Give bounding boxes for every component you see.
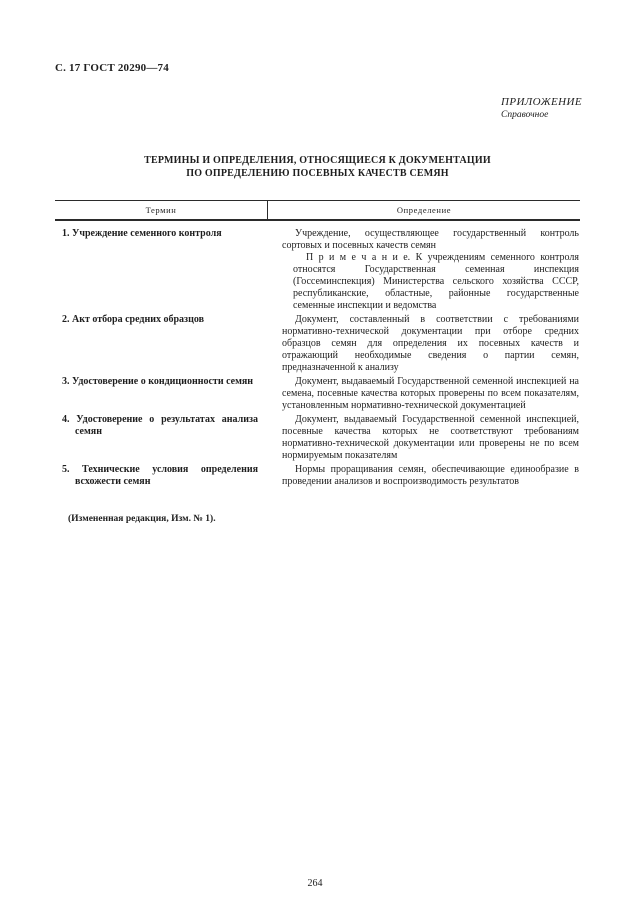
section-title <box>55 154 580 180</box>
appendix-type: Справочное <box>501 110 549 120</box>
definition-cell <box>268 414 580 462</box>
table-header-row <box>55 201 580 219</box>
term-cell: 4. Удостоверение о результатах анализа семян <box>62 414 258 437</box>
table-row <box>55 414 580 462</box>
term-cell: 2. Акт отбора средних образцов <box>62 314 204 325</box>
table-row <box>55 464 580 488</box>
column-header-term: Термин <box>55 201 268 219</box>
term-cell: 5. Технические условия определения всхожести семян <box>62 464 258 487</box>
note-text: П р и м е ч а н и е. К учреждениям семенного контроля относятся Государственная семенная инспекция (Госсеминспекция) Министерства сельского хозяйства СССР, республиканские, областные, районные государственные семенные инспекции и ведомства <box>293 252 579 311</box>
term-cell: 1. Учреждение семенного контроля <box>62 228 222 239</box>
table-row <box>55 376 580 412</box>
definition-cell <box>268 376 580 412</box>
term-cell: 3. Удостоверение о кондиционности семян <box>62 376 254 387</box>
definition-text: Документ, выдаваемый Государственной семенной инспекцией, посевные качества которых не соответствуют требованиям нормативно-технической документации или проверены не по всем нормируемым показателям <box>282 414 579 461</box>
definition-text: Учреждение, осуществляющее государственный контроль сортовых и посевных качеств семян <box>282 228 579 251</box>
table-row <box>55 228 580 312</box>
appendix-label: ПРИЛОЖЕНИЕ <box>501 96 582 108</box>
section-title-line1: ТЕРМИНЫ И ОПРЕДЕЛЕНИЯ, ОТНОСЯЩИЕСЯ К ДОКУМЕНТАЦИИ <box>144 155 491 166</box>
doc-reference: С. 17 ГОСТ 20290—74 <box>55 62 169 74</box>
definition-cell <box>268 464 580 488</box>
table-row <box>55 314 580 374</box>
column-header-definition: Определение <box>396 205 452 215</box>
amendment-note: (Измененная редакция, Изм. № 1). <box>68 514 216 524</box>
definition-cell <box>268 314 580 374</box>
definition-text: Документ, составленный в соответствии с требованиями нормативно-технической документации при отборе средних образцов семян для определения их посевных качеств и отражающий необходимые сведения о партии семян, предназначенной к анализу <box>282 314 579 373</box>
terms-table <box>55 200 580 488</box>
definition-cell <box>268 228 580 312</box>
definition-text: Нормы проращивания семян, обеспечивающие единообразие в проведении анализов и воспроизводимость результатов <box>282 464 579 487</box>
table-body <box>55 221 580 488</box>
page-number: 264 <box>307 878 323 889</box>
definition-text: Документ, выдаваемый Государственной семенной инспекцией на семена, посевные качества которых проверены по всем показателям, установленным нормативно-технической документацией <box>282 376 579 411</box>
section-title-line2: ПО ОПРЕДЕЛЕНИЮ ПОСЕВНЫХ КАЧЕСТВ СЕМЯН <box>186 168 449 179</box>
appendix-block <box>501 96 580 120</box>
